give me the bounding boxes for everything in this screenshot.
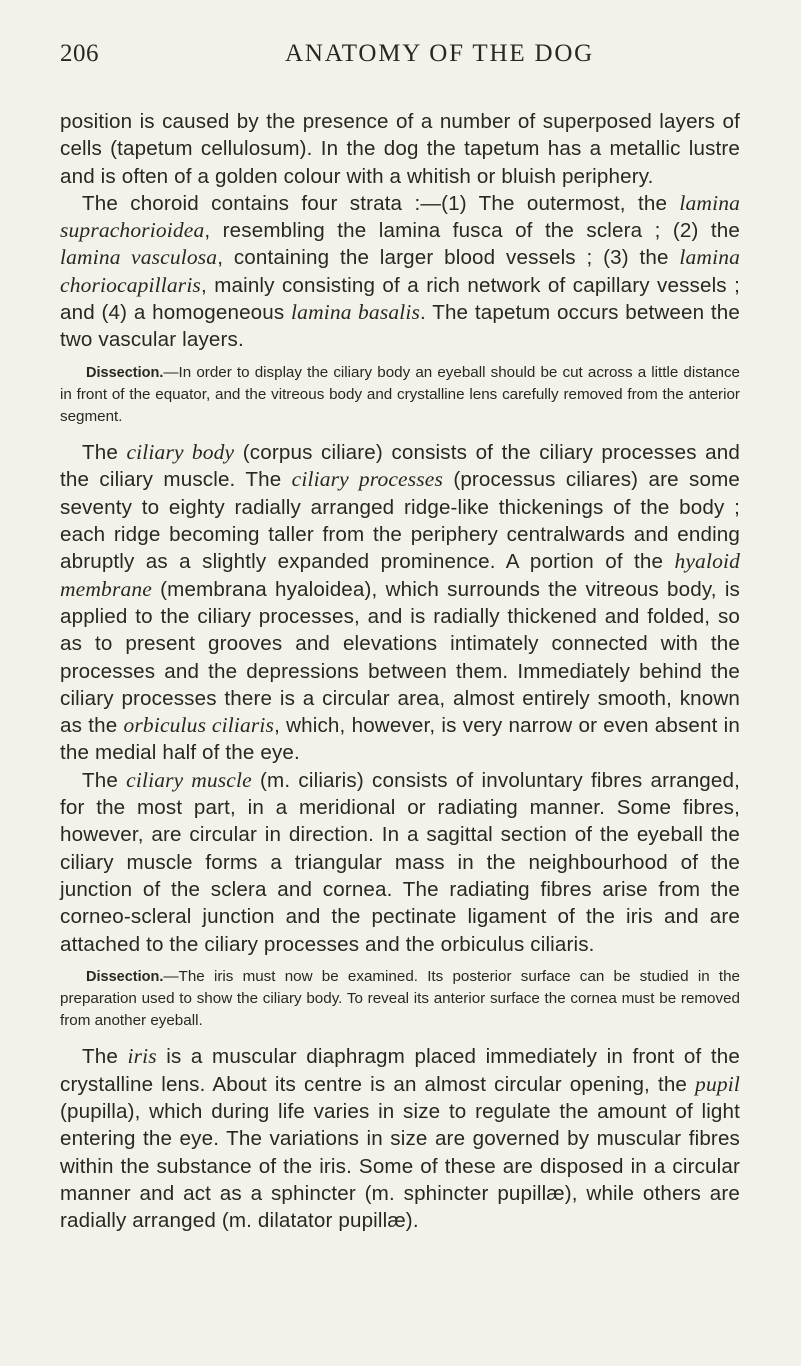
term-ciliary-body: ciliary body [126, 440, 235, 465]
text-run: The [82, 441, 127, 465]
text-run: The [82, 768, 127, 792]
term-pupil: pupil [695, 1071, 740, 1096]
text-run: , mainly consisting of a rich network of capillary vessels ; and (4) a homogeneous [60, 273, 740, 325]
term-ciliary-processes: ciliary processes [291, 467, 443, 492]
page-header [0, 40, 801, 74]
text-run: , which, however, is very narrow or even absent in the medial half of the eye. [60, 714, 740, 765]
dissection-note-iris [60, 966, 740, 1032]
text-run: , resembling the lamina fusca of the sclera ; (2) the [204, 219, 740, 243]
text-run: The [82, 1045, 128, 1069]
term-ciliary-muscle: ciliary muscle [126, 767, 252, 792]
text-run: (processus ciliares) are some seventy to eighty radially arranged ridge-like thickenings of the body ; each ridge becoming taller from the periphery centralwards and ending abruptly as a slightly expanded prominence. A portion of the [60, 468, 740, 574]
text-run: (membrana hyaloidea), which surrounds the vitreous body, is applied to the ciliary processes, and is radially thickened and folded, so as to present grooves and elevations intimately connected with the processes and the depressions between them. Immediately behind the ciliary processes there is a circular area, almost entirely smooth, known as the [60, 577, 740, 738]
paragraph-choroid-strata [60, 190, 740, 354]
running-head: ANATOMY OF THE DOG [285, 40, 595, 67]
dissection-lead: Dissection. [86, 968, 164, 985]
term-orbiculus-ciliaris: orbiculus ciliaris [123, 713, 275, 738]
page-number: 206 [60, 40, 99, 67]
text-run: (pupilla), which during life varies in size to regulate the amount of light entering the eye. The variations in size are governed by muscular fibres within the substance of the iris. Some of these are disposed in a circular manner and act as a sphincter (m. sphincter pupillæ), while others are radially arranged (m. dilatator pupillæ). [60, 1099, 740, 1233]
term-lamina-suprachorioidea: lamina suprachorioidea [60, 190, 740, 243]
term-lamina-vasculosa: lamina vasculosa [60, 245, 218, 270]
text-run: . The tapetum occurs between the two vascular layers. [60, 301, 740, 352]
dissection-lead: Dissection. [86, 364, 164, 381]
paragraph-ciliary-muscle [60, 767, 740, 958]
text-run: (m. ciliaris) consists of involuntary fibres arranged, for the most part, in a meridional or radiating manner. Some fibres, however, are circular in direction. In a sagittal section of the eyeball the ciliary muscle forms a triangular mass in the neighbourhood of the junction of the sclera and cornea. The radiating fibres arise from the corneo-scleral junction and the pectinate ligament of the iris and are attached to the ciliary processes and the orbiculus ciliaris. [60, 768, 740, 956]
dissection-text: —In order to display the ciliary body an eyeball should be cut across a little distance in front of the equator, and the vitreous body and crystalline lens carefully removed from the anterior segment. [60, 363, 740, 425]
dissection-text: —The iris must now be examined. Its posterior surface can be studied in the preparation used to show the ciliary body. To reveal its anterior surface the cornea must be removed from another eyeball. [60, 967, 740, 1029]
term-lamina-choriocapillaris: lamina choriocapillaris [60, 245, 740, 297]
dissection-note-ciliary-body [60, 362, 740, 428]
paragraph-iris [60, 1043, 740, 1234]
text-run: is a muscular diaphragm placed immediately in front of the crystalline lens. About its centre is an almost circular opening, the [60, 1045, 740, 1096]
term-lamina-basalis: lamina basalis [291, 300, 421, 325]
text-run: position is caused by the presence of a number of superposed layers of cells (tapetum cellulosum). In the dog the tapetum has a metallic lustre and is often of a golden colour with a whitish or bluish periphery. [60, 110, 740, 188]
text-run: , containing the larger blood vessels ; (3) the [217, 246, 680, 270]
paragraph-ciliary-body [60, 439, 740, 767]
term-hyaloid-membrane: hyaloid membrane [60, 549, 740, 601]
page-body [60, 108, 740, 1234]
text-run: (corpus ciliare) consists of the ciliary processes and the ciliary muscle. The [60, 441, 740, 492]
text-run: The choroid contains four strata :—(1) The outermost, the [82, 191, 680, 215]
paragraph-tapetum [60, 108, 740, 190]
term-iris: iris [127, 1044, 157, 1069]
